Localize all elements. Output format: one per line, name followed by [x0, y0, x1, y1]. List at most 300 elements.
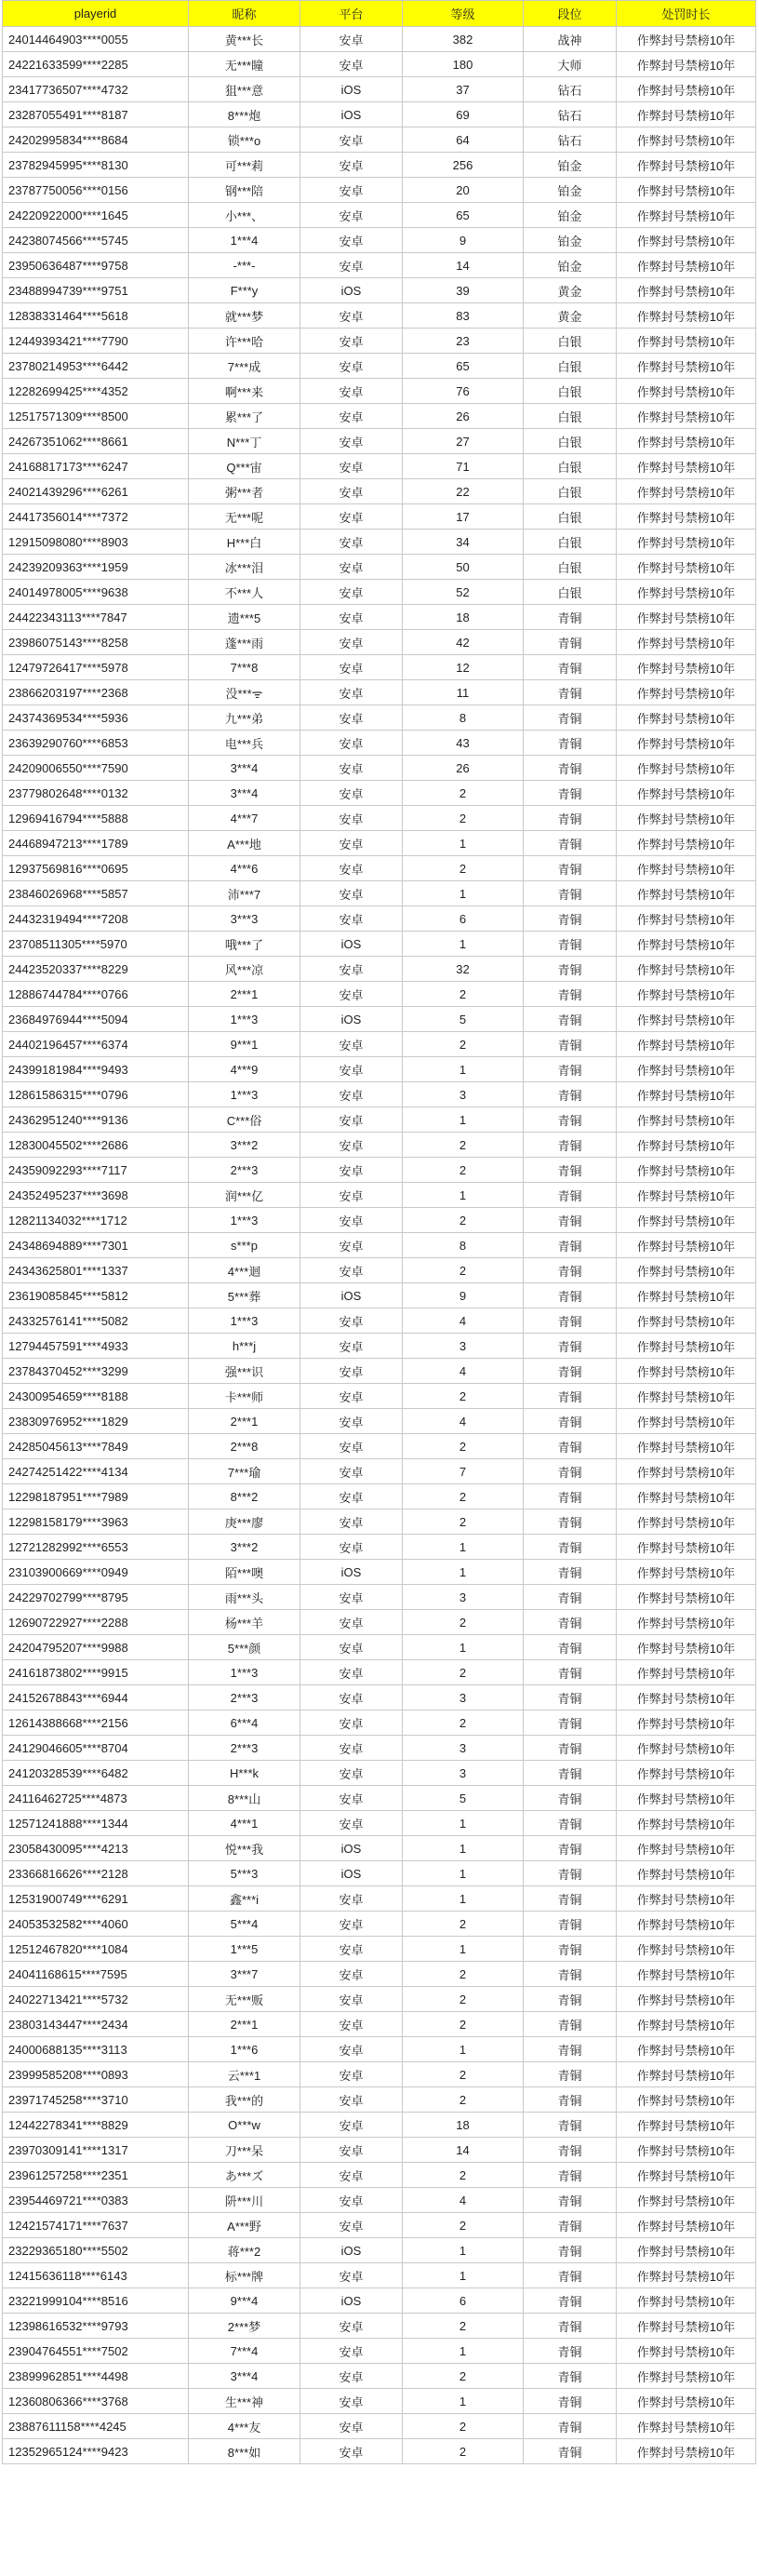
cell-platform: 安卓 — [300, 1685, 403, 1711]
cell-rank: 铂金 — [524, 178, 617, 203]
cell-nickname: 没***ᯤ — [189, 680, 300, 705]
table-row — [3, 1761, 756, 1786]
cell-penalty: 作弊封号禁榜10年 — [617, 27, 756, 52]
cell-nickname: 钢***陪 — [189, 178, 300, 203]
cell-rank: 青铜 — [524, 1032, 617, 1057]
cell-platform: 安卓 — [300, 1384, 403, 1409]
table-row — [3, 1912, 756, 1937]
cell-platform: 安卓 — [300, 2188, 403, 2213]
table-header — [3, 1, 756, 27]
cell-rank: 青铜 — [524, 1811, 617, 1836]
cell-nickname: 3***2 — [189, 1535, 300, 1560]
cell-level: 1 — [403, 1560, 524, 1585]
cell-level: 1 — [403, 1836, 524, 1861]
cell-platform: 安卓 — [300, 1082, 403, 1107]
cell-rank: 青铜 — [524, 2062, 617, 2087]
table-row — [3, 2062, 756, 2087]
cell-rank: 青铜 — [524, 2238, 617, 2263]
cell-platform: 安卓 — [300, 1208, 403, 1233]
cell-level: 42 — [403, 630, 524, 655]
cell-nickname: s***p — [189, 1233, 300, 1258]
cell-penalty: 作弊封号禁榜10年 — [617, 379, 756, 404]
cell-platform: 安卓 — [300, 404, 403, 429]
cell-level: 18 — [403, 2113, 524, 2138]
cell-platform: iOS — [300, 1836, 403, 1861]
cell-playerid: 12398616532****9793 — [3, 2314, 189, 2339]
cell-penalty: 作弊封号禁榜10年 — [617, 932, 756, 957]
cell-nickname: 黄***长 — [189, 27, 300, 52]
cell-platform: 安卓 — [300, 530, 403, 555]
cell-penalty: 作弊封号禁榜10年 — [617, 329, 756, 354]
table-row — [3, 1635, 756, 1660]
cell-penalty: 作弊封号禁榜10年 — [617, 555, 756, 580]
cell-penalty: 作弊封号禁榜10年 — [617, 127, 756, 153]
cell-platform: 安卓 — [300, 2062, 403, 2087]
cell-rank: 青铜 — [524, 1660, 617, 1685]
cell-platform: 安卓 — [300, 1937, 403, 1962]
cell-rank: 青铜 — [524, 1585, 617, 1610]
cell-playerid: 23417736507****4732 — [3, 77, 189, 102]
table-row — [3, 2188, 756, 2213]
cell-penalty: 作弊封号禁榜10年 — [617, 253, 756, 278]
cell-nickname: 1***5 — [189, 1937, 300, 1962]
cell-platform: 安卓 — [300, 1233, 403, 1258]
cell-nickname: 狙***意 — [189, 77, 300, 102]
cell-level: 65 — [403, 203, 524, 228]
cell-rank: 青铜 — [524, 1761, 617, 1786]
cell-platform: 安卓 — [300, 1434, 403, 1459]
cell-level: 8 — [403, 1233, 524, 1258]
cell-playerid: 24161873802****9915 — [3, 1660, 189, 1685]
cell-penalty: 作弊封号禁榜10年 — [617, 530, 756, 555]
table-row — [3, 1434, 756, 1459]
cell-playerid: 12937569816****0695 — [3, 856, 189, 881]
cell-platform: 安卓 — [300, 655, 403, 680]
table-row — [3, 2414, 756, 2439]
cell-playerid: 23287055491****8187 — [3, 102, 189, 127]
cell-nickname: 6***4 — [189, 1711, 300, 1736]
cell-penalty: 作弊封号禁榜10年 — [617, 2238, 756, 2263]
cell-platform: 安卓 — [300, 379, 403, 404]
table-row — [3, 1886, 756, 1912]
cell-platform: iOS — [300, 77, 403, 102]
cell-penalty: 作弊封号禁榜10年 — [617, 2012, 756, 2037]
table-row — [3, 102, 756, 127]
cell-nickname: 鑫***i — [189, 1886, 300, 1912]
cell-level: 1 — [403, 1535, 524, 1560]
cell-platform: iOS — [300, 1007, 403, 1032]
cell-rank: 青铜 — [524, 1560, 617, 1585]
cell-level: 27 — [403, 429, 524, 454]
cell-rank: 青铜 — [524, 655, 617, 680]
table-row — [3, 680, 756, 705]
cell-penalty: 作弊封号禁榜10年 — [617, 228, 756, 253]
cell-nickname: 3***4 — [189, 2364, 300, 2389]
cell-penalty: 作弊封号禁榜10年 — [617, 1685, 756, 1711]
cell-playerid: 23803143447****2434 — [3, 2012, 189, 2037]
cell-nickname: 小***、 — [189, 203, 300, 228]
cell-level: 2 — [403, 1711, 524, 1736]
cell-playerid: 24343625801****1337 — [3, 1258, 189, 1283]
cell-playerid: 12517571309****8500 — [3, 404, 189, 429]
cell-level: 6 — [403, 906, 524, 932]
cell-platform: 安卓 — [300, 253, 403, 278]
cell-platform: 安卓 — [300, 1183, 403, 1208]
cell-platform: 安卓 — [300, 756, 403, 781]
cell-penalty: 作弊封号禁榜10年 — [617, 479, 756, 504]
table-row — [3, 2389, 756, 2414]
cell-penalty: 作弊封号禁榜10年 — [617, 1459, 756, 1484]
cell-playerid: 24202995834****8684 — [3, 127, 189, 153]
cell-penalty: 作弊封号禁榜10年 — [617, 2364, 756, 2389]
cell-penalty: 作弊封号禁榜10年 — [617, 1660, 756, 1685]
cell-nickname: 强***识 — [189, 1359, 300, 1384]
cell-nickname: 8***山 — [189, 1786, 300, 1811]
table-row — [3, 504, 756, 530]
cell-platform: 安卓 — [300, 957, 403, 982]
cell-penalty: 作弊封号禁榜10年 — [617, 2163, 756, 2188]
table-row — [3, 354, 756, 379]
cell-playerid: 24285045613****7849 — [3, 1434, 189, 1459]
cell-penalty: 作弊封号禁榜10年 — [617, 203, 756, 228]
cell-playerid: 23999585208****0893 — [3, 2062, 189, 2087]
cell-penalty: 作弊封号禁榜10年 — [617, 1007, 756, 1032]
cell-nickname: 9***4 — [189, 2288, 300, 2314]
table-row — [3, 2087, 756, 2113]
cell-level: 2 — [403, 1509, 524, 1535]
cell-platform: 安卓 — [300, 705, 403, 731]
cell-playerid: 23058430095****4213 — [3, 1836, 189, 1861]
cell-rank: 青铜 — [524, 781, 617, 806]
cell-nickname: 雨***头 — [189, 1585, 300, 1610]
table-row — [3, 2339, 756, 2364]
cell-nickname: 沛***7 — [189, 881, 300, 906]
table-row — [3, 1208, 756, 1233]
cell-nickname: 4***迴 — [189, 1258, 300, 1283]
cell-nickname: 4***友 — [189, 2414, 300, 2439]
cell-platform: iOS — [300, 1861, 403, 1886]
cell-rank: 青铜 — [524, 605, 617, 630]
cell-playerid: 23904764551****7502 — [3, 2339, 189, 2364]
table-row — [3, 278, 756, 303]
cell-platform: 安卓 — [300, 1334, 403, 1359]
cell-rank: 青铜 — [524, 680, 617, 705]
cell-playerid: 24000688135****3113 — [3, 2037, 189, 2062]
header-row — [3, 1, 756, 27]
table-row — [3, 1158, 756, 1183]
table-row — [3, 454, 756, 479]
cell-playerid: 23229365180****5502 — [3, 2238, 189, 2263]
table-row — [3, 429, 756, 454]
cell-nickname: 无***贩 — [189, 1987, 300, 2012]
cell-penalty: 作弊封号禁榜10年 — [617, 1962, 756, 1987]
cell-nickname: 7***4 — [189, 2339, 300, 2364]
cell-penalty: 作弊封号禁榜10年 — [617, 1987, 756, 2012]
cell-nickname: 3***3 — [189, 906, 300, 932]
cell-nickname: 蓬***雨 — [189, 630, 300, 655]
table-row — [3, 1384, 756, 1409]
cell-nickname: 7***成 — [189, 354, 300, 379]
cell-penalty: 作弊封号禁榜10年 — [617, 1057, 756, 1082]
cell-penalty: 作弊封号禁榜10年 — [617, 1208, 756, 1233]
cell-nickname: 4***1 — [189, 1811, 300, 1836]
cell-level: 1 — [403, 1183, 524, 1208]
cell-nickname: 5***4 — [189, 1912, 300, 1937]
cell-platform: 安卓 — [300, 1359, 403, 1384]
cell-playerid: 24399181984****9493 — [3, 1057, 189, 1082]
cell-level: 3 — [403, 1334, 524, 1359]
cell-playerid: 12531900749****6291 — [3, 1886, 189, 1912]
cell-platform: 安卓 — [300, 2389, 403, 2414]
cell-rank: 青铜 — [524, 1786, 617, 1811]
cell-rank: 白银 — [524, 429, 617, 454]
cell-penalty: 作弊封号禁榜10年 — [617, 781, 756, 806]
cell-rank: 青铜 — [524, 1937, 617, 1962]
cell-level: 37 — [403, 77, 524, 102]
cell-penalty: 作弊封号禁榜10年 — [617, 1761, 756, 1786]
cell-penalty: 作弊封号禁榜10年 — [617, 303, 756, 329]
table-row — [3, 856, 756, 881]
cell-penalty: 作弊封号禁榜10年 — [617, 2138, 756, 2163]
cell-platform: 安卓 — [300, 680, 403, 705]
cell-platform: 安卓 — [300, 1158, 403, 1183]
cell-playerid: 24332576141****5082 — [3, 1308, 189, 1334]
table-row — [3, 1183, 756, 1208]
cell-nickname: C***俗 — [189, 1107, 300, 1133]
cell-rank: 白银 — [524, 454, 617, 479]
table-row — [3, 605, 756, 630]
cell-penalty: 作弊封号禁榜10年 — [617, 52, 756, 77]
cell-nickname: 风***凉 — [189, 957, 300, 982]
table-row — [3, 2263, 756, 2288]
table-body — [3, 27, 756, 2464]
cell-playerid: 23887611158****4245 — [3, 2414, 189, 2439]
cell-nickname: 2***梦 — [189, 2314, 300, 2339]
cell-level: 1 — [403, 2339, 524, 2364]
cell-level: 1 — [403, 831, 524, 856]
cell-rank: 青铜 — [524, 1836, 617, 1861]
cell-rank: 青铜 — [524, 1384, 617, 1409]
cell-platform: iOS — [300, 1560, 403, 1585]
table-row — [3, 1987, 756, 2012]
cell-penalty: 作弊封号禁榜10年 — [617, 1434, 756, 1459]
cell-level: 11 — [403, 680, 524, 705]
table-row — [3, 1560, 756, 1585]
cell-level: 2 — [403, 2163, 524, 2188]
cell-playerid: 12360806366****3768 — [3, 2389, 189, 2414]
cell-nickname: h***j — [189, 1334, 300, 1359]
cell-level: 4 — [403, 1308, 524, 1334]
cell-playerid: 24041168615****7595 — [3, 1962, 189, 1987]
table-row — [3, 178, 756, 203]
cell-nickname: 1***4 — [189, 228, 300, 253]
cell-platform: 安卓 — [300, 1459, 403, 1484]
table-row — [3, 1107, 756, 1133]
cell-playerid: 12442278341****8829 — [3, 2113, 189, 2138]
cell-playerid: 12479726417****5978 — [3, 655, 189, 680]
cell-playerid: 12821134032****1712 — [3, 1208, 189, 1233]
cell-penalty: 作弊封号禁榜10年 — [617, 1258, 756, 1283]
cell-penalty: 作弊封号禁榜10年 — [617, 504, 756, 530]
cell-rank: 青铜 — [524, 1082, 617, 1107]
table-row — [3, 52, 756, 77]
cell-playerid: 24022713421****5732 — [3, 1987, 189, 2012]
cell-nickname: 3***7 — [189, 1962, 300, 1987]
table-row — [3, 1334, 756, 1359]
cell-platform: 安卓 — [300, 1308, 403, 1334]
table-row — [3, 1133, 756, 1158]
cell-penalty: 作弊封号禁榜10年 — [617, 1937, 756, 1962]
cell-penalty: 作弊封号禁榜10年 — [617, 1082, 756, 1107]
cell-level: 8 — [403, 705, 524, 731]
cell-playerid: 24417356014****7372 — [3, 504, 189, 530]
table-row — [3, 329, 756, 354]
cell-rank: 青铜 — [524, 906, 617, 932]
table-row — [3, 2113, 756, 2138]
cell-level: 3 — [403, 1685, 524, 1711]
cell-penalty: 作弊封号禁榜10年 — [617, 2439, 756, 2464]
cell-playerid: 24116462725****4873 — [3, 1786, 189, 1811]
cell-playerid: 12571241888****1344 — [3, 1811, 189, 1836]
cell-rank: 黄金 — [524, 303, 617, 329]
cell-penalty: 作弊封号禁榜10年 — [617, 630, 756, 655]
table-row — [3, 2037, 756, 2062]
cell-platform: iOS — [300, 1283, 403, 1308]
cell-platform: 安卓 — [300, 831, 403, 856]
cell-penalty: 作弊封号禁榜10年 — [617, 1384, 756, 1409]
cell-platform: 安卓 — [300, 2414, 403, 2439]
cell-nickname: 陌***噢 — [189, 1560, 300, 1585]
table-row — [3, 1610, 756, 1635]
cell-playerid: 24014978005****9638 — [3, 580, 189, 605]
cell-platform: 安卓 — [300, 1987, 403, 2012]
cell-platform: 安卓 — [300, 1736, 403, 1761]
cell-level: 2 — [403, 2062, 524, 2087]
cell-nickname: -***- — [189, 253, 300, 278]
cell-rank: 青铜 — [524, 1208, 617, 1233]
cell-level: 1 — [403, 1861, 524, 1886]
cell-playerid: 12794457591****4933 — [3, 1334, 189, 1359]
table-row — [3, 1032, 756, 1057]
cell-playerid: 24274251422****4134 — [3, 1459, 189, 1484]
cell-level: 64 — [403, 127, 524, 153]
table-row — [3, 303, 756, 329]
cell-rank: 青铜 — [524, 2389, 617, 2414]
cell-platform: 安卓 — [300, 153, 403, 178]
table-row — [3, 1308, 756, 1334]
cell-level: 2 — [403, 1610, 524, 1635]
cell-level: 2 — [403, 1032, 524, 1057]
table-row — [3, 1535, 756, 1560]
cell-penalty: 作弊封号禁榜10年 — [617, 2389, 756, 2414]
cell-playerid: 23971745258****3710 — [3, 2087, 189, 2113]
cell-level: 2 — [403, 2213, 524, 2238]
table-row — [3, 1409, 756, 1434]
cell-level: 14 — [403, 2138, 524, 2163]
cell-platform: 安卓 — [300, 1635, 403, 1660]
cell-rank: 白银 — [524, 530, 617, 555]
cell-level: 2 — [403, 2087, 524, 2113]
table-row — [3, 2288, 756, 2314]
cell-platform: 安卓 — [300, 630, 403, 655]
cell-playerid: 24468947213****1789 — [3, 831, 189, 856]
cell-level: 4 — [403, 2188, 524, 2213]
cell-penalty: 作弊封号禁榜10年 — [617, 354, 756, 379]
table-row — [3, 906, 756, 932]
table-row — [3, 153, 756, 178]
cell-playerid: 12352965124****9423 — [3, 2439, 189, 2464]
cell-playerid: 23639290760****6853 — [3, 731, 189, 756]
cell-nickname: 7***8 — [189, 655, 300, 680]
cell-rank: 青铜 — [524, 705, 617, 731]
cell-playerid: 24221633599****2285 — [3, 52, 189, 77]
cell-level: 2 — [403, 2439, 524, 2464]
table-row — [3, 831, 756, 856]
cell-rank: 青铜 — [524, 1635, 617, 1660]
header-nickname: 昵称 — [189, 1, 300, 27]
cell-penalty: 作弊封号禁榜10年 — [617, 1359, 756, 1384]
cell-platform: 安卓 — [300, 1912, 403, 1937]
cell-playerid: 24267351062****8661 — [3, 429, 189, 454]
table-row — [3, 404, 756, 429]
table-row — [3, 957, 756, 982]
cell-rank: 白银 — [524, 504, 617, 530]
table-row — [3, 2238, 756, 2263]
cell-level: 43 — [403, 731, 524, 756]
cell-rank: 钻石 — [524, 102, 617, 127]
cell-rank: 白银 — [524, 555, 617, 580]
cell-level: 3 — [403, 1585, 524, 1610]
cell-level: 5 — [403, 1786, 524, 1811]
cell-nickname: 可***莉 — [189, 153, 300, 178]
cell-level: 23 — [403, 329, 524, 354]
cell-nickname: 就***梦 — [189, 303, 300, 329]
cell-nickname: H***k — [189, 1761, 300, 1786]
cell-playerid: 23782945995****8130 — [3, 153, 189, 178]
cell-playerid: 23780214953****6442 — [3, 354, 189, 379]
cell-rank: 青铜 — [524, 1057, 617, 1082]
table-row — [3, 1736, 756, 1761]
table-row — [3, 982, 756, 1007]
cell-platform: 安卓 — [300, 2012, 403, 2037]
cell-rank: 青铜 — [524, 856, 617, 881]
cell-nickname: 遗***5 — [189, 605, 300, 630]
cell-playerid: 12614388668****2156 — [3, 1711, 189, 1736]
cell-platform: 安卓 — [300, 1107, 403, 1133]
cell-rank: 青铜 — [524, 1183, 617, 1208]
cell-nickname: 悦***我 — [189, 1836, 300, 1861]
cell-nickname: 2***3 — [189, 1158, 300, 1183]
cell-rank: 黄金 — [524, 278, 617, 303]
table-row — [3, 228, 756, 253]
cell-level: 22 — [403, 479, 524, 504]
cell-rank: 铂金 — [524, 253, 617, 278]
cell-penalty: 作弊封号禁榜10年 — [617, 2087, 756, 2113]
cell-level: 12 — [403, 655, 524, 680]
cell-nickname: 许***哈 — [189, 329, 300, 354]
table-row — [3, 1836, 756, 1861]
cell-nickname: 无***呢 — [189, 504, 300, 530]
cell-playerid: 24432319494****7208 — [3, 906, 189, 932]
cell-playerid: 12449393421****7790 — [3, 329, 189, 354]
cell-penalty: 作弊封号禁榜10年 — [617, 856, 756, 881]
cell-rank: 白银 — [524, 404, 617, 429]
cell-playerid: 12886744784****0766 — [3, 982, 189, 1007]
cell-playerid: 24204795207****9988 — [3, 1635, 189, 1660]
cell-level: 20 — [403, 178, 524, 203]
cell-level: 1 — [403, 1107, 524, 1133]
cell-playerid: 23899962851****4498 — [3, 2364, 189, 2389]
